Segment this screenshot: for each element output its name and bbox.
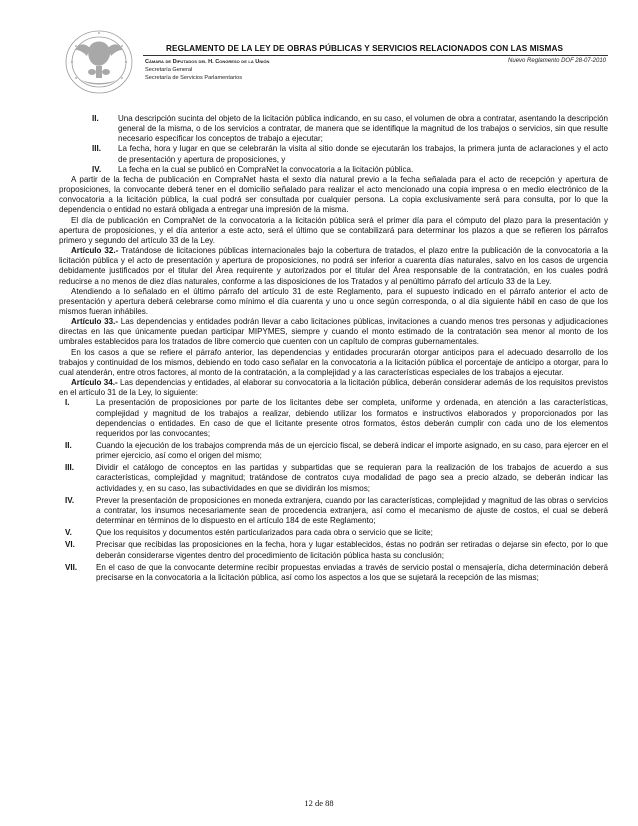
list-item-text: La fecha, hora y lugar en que se celebrarán la visita al sitio donde se ejecutarán los trabajos, la primera junta de aclaraciones y el acto de presentación y apertura de proposiciones, y	[118, 144, 608, 164]
list-item-number: VI.	[65, 540, 75, 550]
paragraph: En los casos a que se refiere el párrafo anterior, las dependencias y entidades procurarán otorgar anticipos para el adecuado desarrollo de los trabajos y continuidad de los mismos, debiendo en todo caso señalar en la convocatoria a la licitación pública el porcentaje de anticipo a otorgar, para lo cual atenderán, entre otros factores, al monto de la contratación, a la complejidad y a las características especiales de los trabajos a ejecutar.	[59, 347, 608, 377]
list-item-number: III.	[92, 144, 101, 154]
article-34-list	[59, 398, 608, 583]
list-item-number: II.	[92, 114, 99, 123]
header-institution-block	[145, 58, 445, 82]
article-33-paragraph: Artículo 33.- Las dependencias y entidades podrán llevar a cabo licitaciones públicas, invitaciones a cuando menos tres personas y adjudicaciones directas en las que únicamente puedan participar MIPYMES, siempre y cuando el monto estimado de la contratación sea menor al monto de los umbrales establecidos para los tratados de libre comercio que cuenten con un capítulo de compras gubernamentales.	[59, 317, 608, 347]
secretaria-general: Secretaría General	[145, 67, 193, 73]
paragraph: El día de publicación en CompraNet de la convocatoria a la licitación pública será el primer día para el cómputo del plazo para la presentación y apertura de proposiciones, y el día anterior a este acto, será el último que se contabilizará para determinar los plazos a que se refieren los párrafos primero y segundo del artículo 33 de la Ley.	[59, 215, 608, 245]
list-item	[86, 114, 608, 144]
list-item-text: Cuando la ejecución de los trabajos comprenda más de un ejercicio fiscal, se deberá indicar el importe asignado, en su caso, para ejercer en el primer ejercicio, así como el origen del mismo;	[96, 441, 608, 461]
list-item-number: IV.	[92, 164, 102, 174]
list-item	[86, 165, 608, 175]
list-item-text: La presentación de proposiciones por parte de los licitantes debe ser completa, uniforme y ordenada, en atención a las características, complejidad y magnitud de los trabajos a realizar, debiendo utilizar los formatos e instructivos elaborados y proporcionados por las dependencias o entidades. En caso de que el licitante presente otros formatos, éstos deberán cumplir con cada uno de los elementos requeridos por las convocantes;	[96, 398, 608, 438]
list-item-text: La fecha en la cual se publicó en CompraNet la convocatoria a la licitación pública.	[118, 164, 414, 174]
article-heading: Artículo 34.-	[71, 378, 118, 388]
page-number: 12 de 88	[304, 798, 334, 808]
chamber-name: Cámara de Diputados del H. Congreso de la Unión	[145, 59, 270, 65]
secretaria-servicios: Secretaría de Servicios Parlamentarios	[145, 75, 243, 81]
mexican-coat-of-arms-seal-icon	[60, 26, 138, 96]
list-item-text: Que los requisitos y documentos estén particularizados para cada obra o servicio que se licite;	[96, 528, 433, 538]
document-body	[59, 114, 608, 583]
paragraph-group	[59, 175, 608, 583]
list-item-number: III.	[65, 463, 74, 473]
list-item	[65, 398, 608, 439]
list-item-text: Una descripción sucinta del objeto de la licitación pública indicando, en su caso, el volumen de obra a contratar, asentando la descripción general de la misma, o de los servicios a contratar, de manera que se identifique la magnitud de los trabajos o servicios, sin que resulte necesario especificar los conceptos de trabajo a ejecutar;	[118, 114, 608, 144]
header-divider	[143, 55, 608, 56]
list-item	[65, 528, 608, 538]
article-heading: Artículo 33.-	[71, 317, 119, 327]
list-item-number: V.	[65, 528, 72, 538]
list-item-text: Dividir el catálogo de conceptos en las partidas y subpartidas que se requieran para la realización de los trabajos de acuerdo a sus características, complejidad y magnitud; tratándose de contratos cuya modalidad de pago sea a precio alzado, se deberán indicar las actividades y, en su caso, las subactividades en que se dividirán los mismos;	[96, 463, 608, 493]
list-item-text: En el caso de que la convocante determine recibir propuestas enviadas a través de servicio postal o mensajería, dicha determinación deberá precisarse en la convocatoria a la licitación pública, así como los aspectos a los que se sujetará la recepción de las mismas;	[96, 562, 608, 582]
list-item	[65, 463, 608, 493]
list-item	[65, 563, 608, 583]
list-item-number: I.	[65, 398, 70, 408]
reform-note: Nuevo Reglamento DOF 28-07-2010	[508, 58, 606, 64]
list-item-text: Prever la presentación de proposiciones en moneda extranjera, cuando por las características, complejidad y magnitud de las obras o servicios a contratar, los insumos necesariamente sean de procedencia extranjera, así como el mecanismo de ajuste de costos, el cual se deberá determinar en términos de lo dispuesto en el artículo 184 de este Reglamento;	[96, 495, 608, 526]
document-title: REGLAMENTO DE LA LEY DE OBRAS PÚBLICAS Y SERVICIOS RELACIONADOS CON LAS MISMAS	[166, 44, 564, 53]
list-item	[86, 144, 608, 164]
list-item	[65, 496, 608, 526]
article-heading: Artículo 32.-	[71, 246, 119, 256]
article-32-paragraph: Artículo 32.- Tratándose de licitaciones públicas internacionales bajo la cobertura de tratados, el plazo entre la publicación de la convocatoria a la licitación pública y el acto de presentación y apertura de proposiciones, no podrá ser inferior a cuarenta días naturales, salvo en los casos de urgencia debidamente justificados por el titular del Área requirente y autorizados por el titular del Área responsable de la contratación, en los cuales podrá reducirse a no menos de diez días naturales, conforme a las disposiciones de los Tratados y al penúltimo párrafo del artículo 33 de la Ley.	[59, 246, 608, 286]
paragraph: A partir de la fecha de publicación en CompraNet hasta el sexto día natural previo a la fecha señalada para el acto de recepción y apertura de proposiciones, la convocante deberá tener en el domicilio señalado para realizar el acto mencionado una copia impresa o en medio electrónico de la convocatoria a la licitación pública, la cual podrá ser consultada por cualquier persona. La copia exclusivamente será para consulta, por lo que la dependencia o entidad no estará obligada a entregar una impresión de la misma.	[59, 174, 608, 215]
article-34-paragraph: Artículo 34.- Las dependencias y entidades, al elaborar su convocatoria a la licitación pública, deberán considerar además de los requisitos previstos en el artículo 31 de la Ley, lo siguiente:	[59, 378, 608, 398]
list-item-text: Precisar que recibidas las proposiciones en la fecha, hora y lugar establecidos, éstas no podrán ser retiradas o dejarse sin efecto, por lo que deberán considerarse vigentes dentro del procedimiento de licitación pública hasta su conclusión;	[96, 540, 608, 560]
list-item-number: IV.	[65, 495, 75, 505]
list-item	[65, 441, 608, 461]
paragraph: Atendiendo a lo señalado en el último párrafo del artículo 31 de este Reglamento, para el supuesto indicado en el párrafo anterior el acto de presentación y apertura deberá celebrarse como mínimo el día cuarenta y uno u once según corresponda, o al día siguiente hábil en caso de que los mismos fueran inhábiles.	[59, 286, 608, 316]
list-item-number: II.	[65, 441, 72, 450]
list-item	[65, 540, 608, 560]
list-item-number: VII.	[65, 562, 78, 572]
